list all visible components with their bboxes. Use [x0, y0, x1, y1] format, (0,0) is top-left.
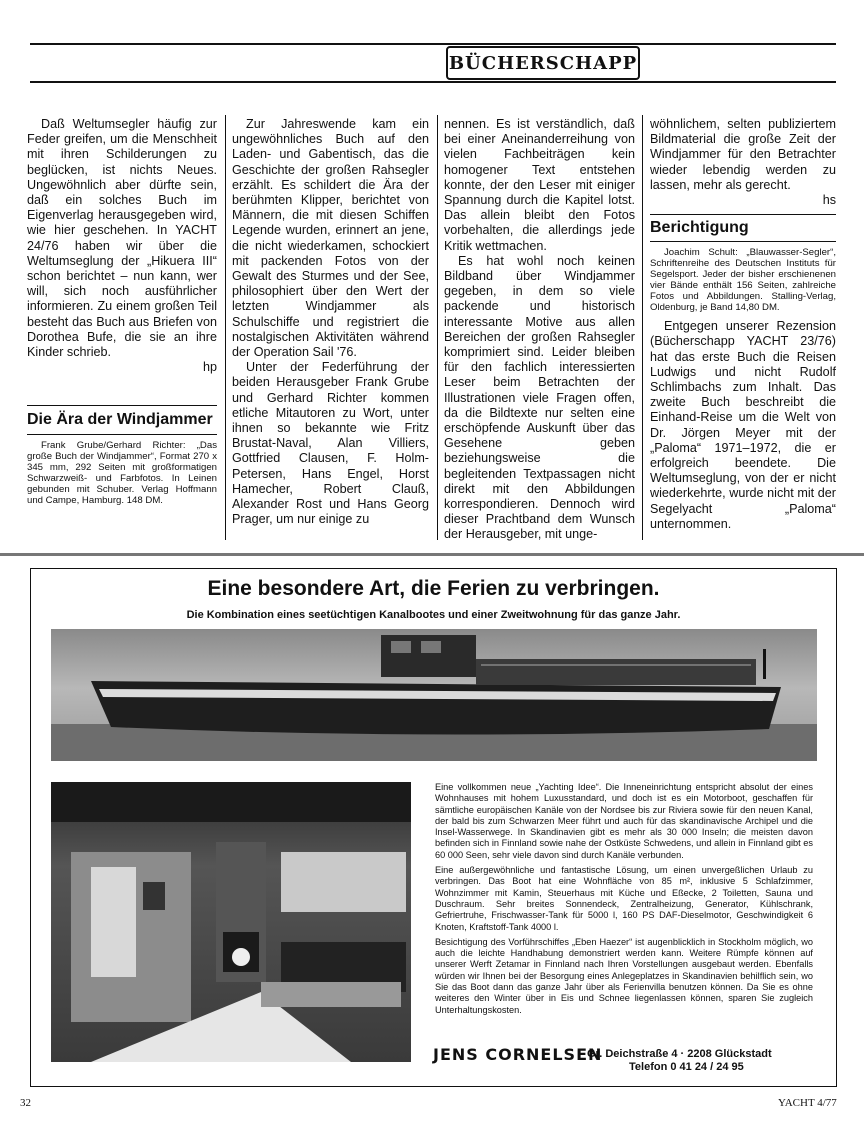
article-paragraph: Unter der Federführung der beiden Herausgeber Frank Grube und Gerhard Richter kommen etliche Mitautoren zu Wort, unter ihnen so bekannte wie Fritz Brustat-Naval, Alan Villiers, Gottfried Clausen, F. Holm-Petersen, Hans Engel, Horst Hamecher, Robert Clauß, Alexander Rost und Hans Georg Prager, um nur einige zu [232, 360, 429, 527]
ad-headline: Eine besondere Art, die Ferien zu verbringen. [207, 577, 660, 600]
canal-boat-icon [51, 629, 817, 761]
column-1 [27, 117, 217, 506]
advertiser-name: JENS CORNELSEN [433, 1045, 603, 1064]
ad-paragraph: Eine außergewöhnliche und fantastische Lösung, um einen unvergeßlichen Urlaub zu verbringen. Das Boot hat eine Wohnfläche von 85 m², inklusive 5 Schlafzimmer, Wohnzimmer mit Kamin, Steuerhaus mit Küche und Eßecke, 2 Toiletten, Sauna und Duschraum. Sehr breites Sonnendeck, Zentralheizung, Generator, Kühlschrank, Gefriertruhe, Frischwasser-Tank für 5000 l, 160 PS DAF-Dieselmotor, Geschwindigkeit 6 Knoten, Kraftstoff-Tank 4000 l. [435, 865, 813, 932]
column-4 [650, 117, 836, 532]
article-paragraph: Daß Weltumsegler häufig zur Feder greifen, um die Menschheit mit ihren Schilderungen zu beglücken, ist nichts Neues. Ungewöhnlich aber dürfte sein, daß ein solches Buch im Eigenverlag herausgegeben wird, wie hier geschehen. In YACHT 24/76 haben wir über die Weltumseglung der „Hikuera III“ schon berichtet – nun kann, wer will, sich noch ausführlicher informieren. Zu einem großen Teil besteht das Buch aus Briefen von Dorothea Bufe, die sie an ihre Kinder schrieb. [27, 117, 217, 360]
bib-rule [27, 434, 217, 506]
article-paragraph: nennen. Es ist verständlich, daß bei einer Aneinanderreihung von vielen Fachbeiträgen kein homogener Text entstehen konnte, der den Leser mit einiger Spannung durch die Kapitel lotst. Das allein bleibt den Fotos vorbehalten, die allerdings jede Kritik wettmachen. [444, 117, 635, 253]
ad-body [435, 782, 813, 1020]
column-3 [444, 117, 635, 543]
article-heading: Die Ära der Windjammer [27, 411, 213, 429]
ad-paragraph: Eine vollkommen neue „Yachting Idee“. Die Inneneinrichtung entspricht absolut der eines Wohnhauses mit hohem Luxusstandard, und doch ist es ein Motorboot, geschaffen für sämtliche europäischen Kanäle von der Nordsee bis zur Riviera sowie für den neuen Kanal, der bald bis zum Schwarzen Meer führt und auch für das skandinavische Archipel und die Insel-Wasserwege. In Skandinavien gibt es mehr als 30 000 Inseln; die meisten davon befinden sich in Finnland sowie nahe der Ostküste Schwedens, und allein in Finnland gibt es 60 000 Seen, sehr viele davon sind durch Kanäle verbunden. [435, 782, 813, 860]
page-number: 32 [20, 1097, 31, 1109]
bib-rule [650, 241, 836, 313]
top-rule [30, 43, 836, 45]
author-signature: hs [822, 193, 836, 208]
article-paragraph: Entgegen unserer Rezension (Bücherschapp YACHT 23/76) hat das erste Buch die Reisen Ludwigs und nicht Rudolf Schlimbachs zum Inhalt. Das zweite Buch beschreibt die Einhand-Reise um die Welt von Dr. Jörgen Meyer mit der „Paloma“ 1971–1972, die er erfolgreich beendete. Die Weltumseglung, von der er nicht wiederkehrte, wurde nicht mit der Segelyacht „Paloma“ unternommen. [650, 319, 836, 531]
section-divider [0, 553, 864, 556]
column-divider [225, 115, 226, 540]
book-reference: Frank Grube/Gerhard Richter: „Das große Buch der Windjammer“, Format 270 x 345 mm, 292 Seiten mit großformatigen Schwarzweiß- und Farbfotos. In Leinen gebunden mit Schuber. Verlag Hoffmann und Campe, Hamburg. 148 DM. [27, 440, 217, 507]
ad-paragraph: Besichtigung des Vorführschiffes „Eben Haezer“ ist augenblicklich in Stockholm möglich, wo auch die leichte Handhabung demonstriert werden kann. Weitere Rümpfe können auf unserer Werft Zetamar in Finnland nach Ihren Vorstellungen ausgebaut werden. Ebenfalls würden wir Ihnen bei der Besorgung eines Anlegeplatzes in Skandinavien behilflich sein, wo Sie das Boot dann das ganze Jahr über als Ferienvilla benutzen können. Da Sie es ohne weiteres den Winter über in Eis und Schnee liegenlassen können, sparen Sie zugleich Unterhaltungskosten. [435, 936, 813, 1015]
article-paragraph: Zur Jahreswende kam ein ungewöhnliches Buch auf den Laden- und Gabentisch, das die Geschichte der großen Rahsegler erzählt. Es schildert die Ära der berühmten Klipper, berichtet von Männern, die mit diesen Schiffen Legende wurden, erinnert an jene, die nicht wiederkamen, schockiert mit packenden Fotos von der Gewalt des Sturmes und der See, philosophiert über den Wert der letzten Windjammer als Schulschiffe und registriert die nostalgischen Aktivitäten während der Operation Sail '76. [232, 117, 429, 360]
author-signature: hp [202, 360, 217, 375]
book-reference: Joachim Schult: „Blauwasser-Segler“, Schriftenreihe des Deutschen Instituts für Segelsport. Jeder der bisher erschienenen vier Bände enthält 156 Seiten, zahlreiche Fotos und Abbildungen. Stalling-Verlag, Oldenburg, je Band 14,80 DM. [650, 247, 836, 314]
column-2 [232, 117, 429, 527]
heading-rule [650, 214, 836, 237]
interior-photo [51, 782, 411, 1062]
header-rule [30, 81, 836, 83]
heading-rule [27, 405, 217, 429]
article-heading: Berichtigung [650, 219, 749, 237]
article-paragraph: Es hat wohl noch keinen Bildband über Windjammer gegeben, in dem so viele packende und historisch interessante Motive aus allen Bereichen der großen Rahsegler komprimiert sind. Leider bleiben für den fachlich interessierten Leser beim Betrachten der Illustrationen viele Fragen offen, da die Bildtexte nur selten eine erschöpfende Auskunft über das Gesehene geben beziehungsweise die begleitenden Textpassagen nicht direkt mit den Abbildungen korrespondieren. Dennoch wird dieser Prachtband dem Wunsch der Herausgeber, mit unge- [444, 253, 635, 542]
section-logo: BÜCHERSCHAPP [446, 46, 640, 80]
column-divider [437, 115, 438, 540]
advertiser-phone: Telefon 0 41 24 / 24 95 [629, 1061, 744, 1073]
advertiser-address: Gr. Deichstraße 4 · 2208 Glückstadt [587, 1048, 772, 1060]
column-divider [642, 115, 643, 540]
ad-subheadline: Die Kombination eines seetüchtigen Kanalbootes und einer Zweitwohnung für das ganze Jahr. [186, 609, 681, 621]
boat-photo [51, 629, 817, 761]
issue-label: YACHT 4/77 [778, 1097, 837, 1109]
advertisement [30, 568, 837, 1087]
article-paragraph: wöhnlichem, selten publiziertem Bildmaterial die große Zeit der Windjammer für den Betrachter wieder lebendig werden zu lassen, mehr als gerecht. [650, 117, 836, 192]
living-room-icon [51, 782, 411, 1062]
